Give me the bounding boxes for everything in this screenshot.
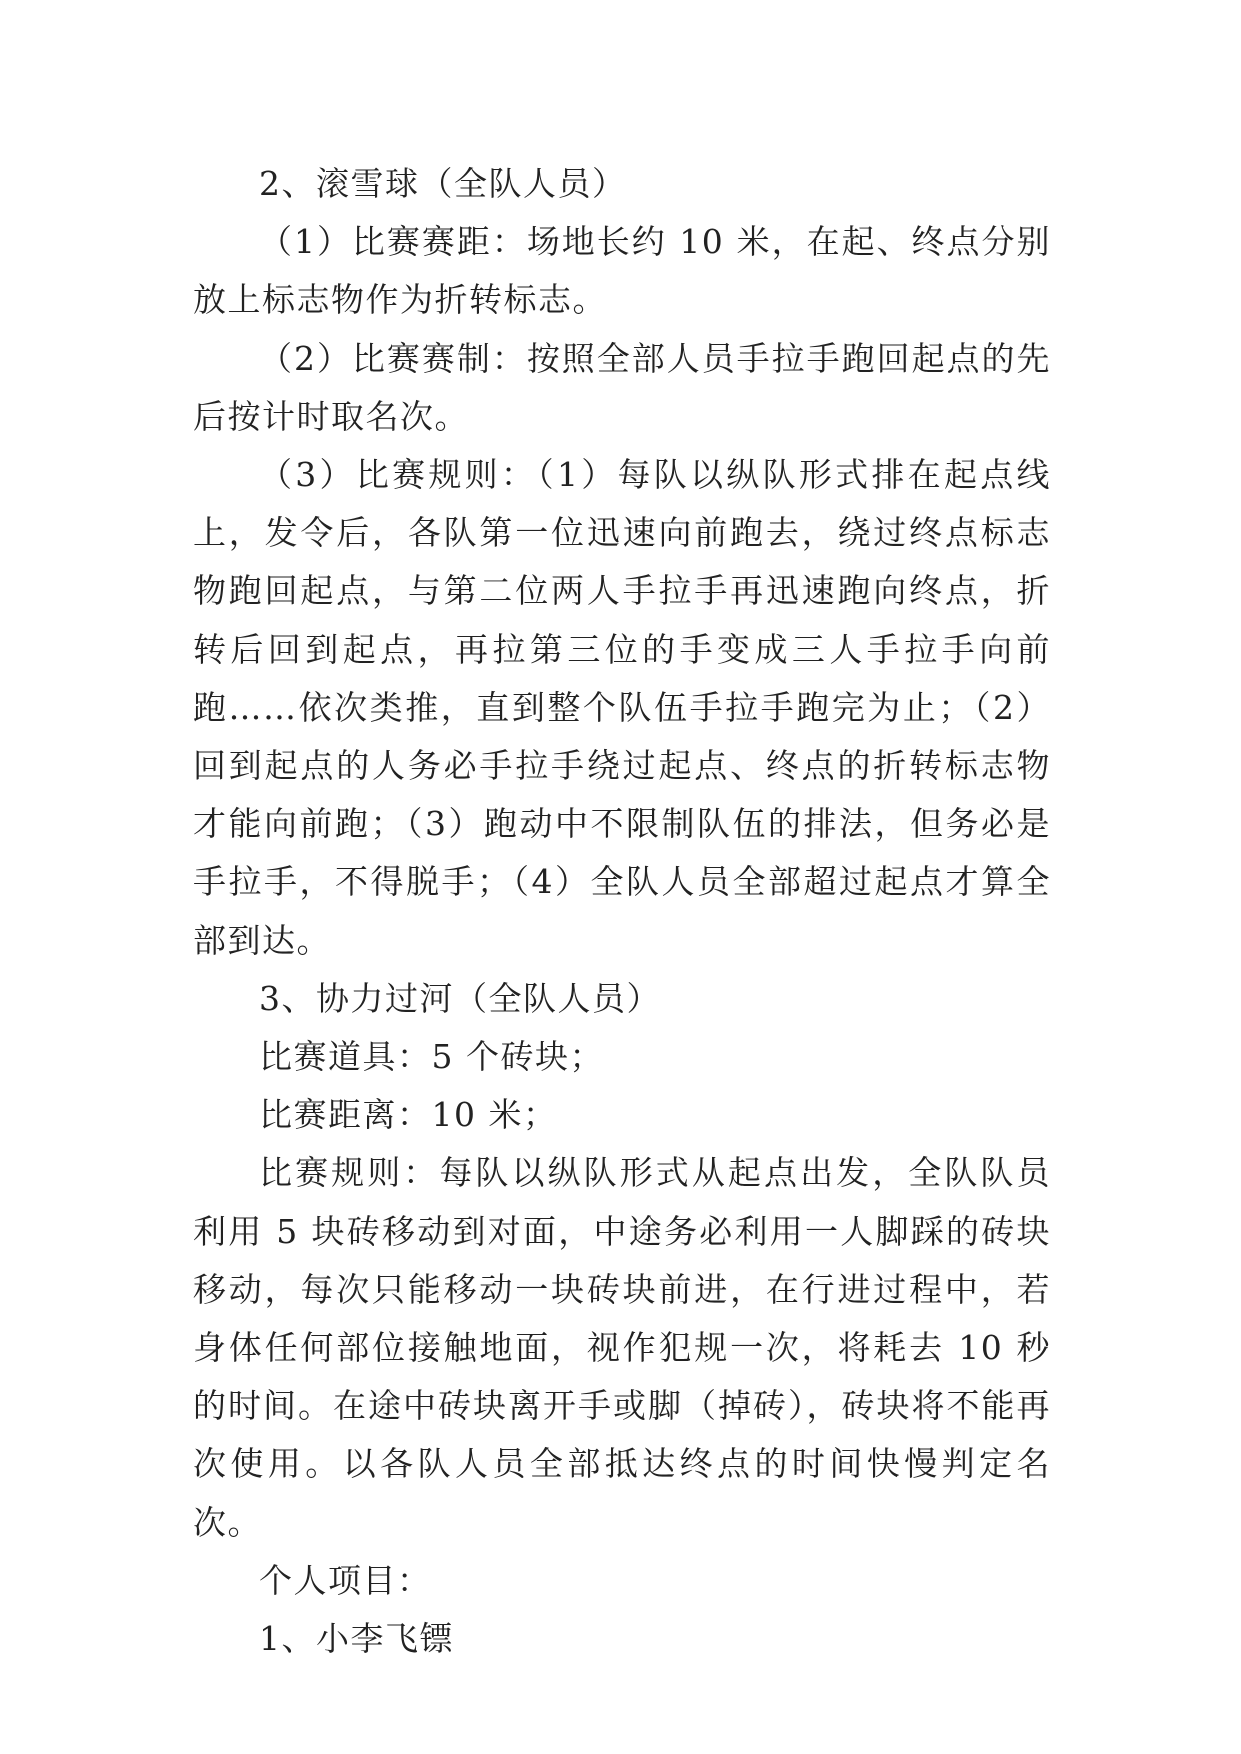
paragraph-format: （2）比赛赛制：按照全部人员手拉手跑回起点的先后按计时取名次。	[193, 338, 1051, 436]
section-heading-snowball: 2、滚雪球（全队人员）	[259, 164, 627, 203]
document-body	[193, 155, 1051, 1668]
paragraph-race-distance: 比赛距离：10 米；	[259, 1095, 558, 1135]
section-heading-individual: 个人项目：	[259, 1560, 432, 1600]
section-heading-darts: 1、小李飞镖	[259, 1619, 454, 1659]
paragraph-rules: （3）比赛规则：（1）每队以纵队形式排在起点线上，发令后，各队第一位迅速向前跑去，绕过终点标志物跑回起点，与第二位两人手拉手再迅速跑向终点，折转后回到起点，再拉第三位的手变成三人手拉手向前跑……依次类推，直到整个队伍手拉手跑完为止；（2）回到起点的人务必手拉手绕过起点、终点的折转标志物才能向前跑；（3）跑动中不限制队伍的排法，但务必是手拉手，不得脱手；（4）全队人员全部超过起点才算全部到达。	[193, 455, 1051, 960]
paragraph-river-rules: 比赛规则：每队以纵队形式从起点出发，全队队员利用 5 块砖移动到对面，中途务必利用一人脚踩的砖块移动，每次只能移动一块砖块前进，在行进过程中，若身体任何部位接触地面，视作犯规一次，将耗去 10 秒的时间。在途中砖块离开手或脚（掉砖），砖块将不能再次使用。以各队人员全部抵达终点的时间快慢判定名次。	[193, 1153, 1051, 1542]
paragraph-distance: （1）比赛赛距：场地长约 10 米，在起、终点分别放上标志物作为折转标志。	[193, 222, 1051, 320]
section-heading-river: 3、协力过河（全队人员）	[259, 978, 661, 1018]
paragraph-props: 比赛道具：5 个砖块；	[259, 1037, 604, 1077]
